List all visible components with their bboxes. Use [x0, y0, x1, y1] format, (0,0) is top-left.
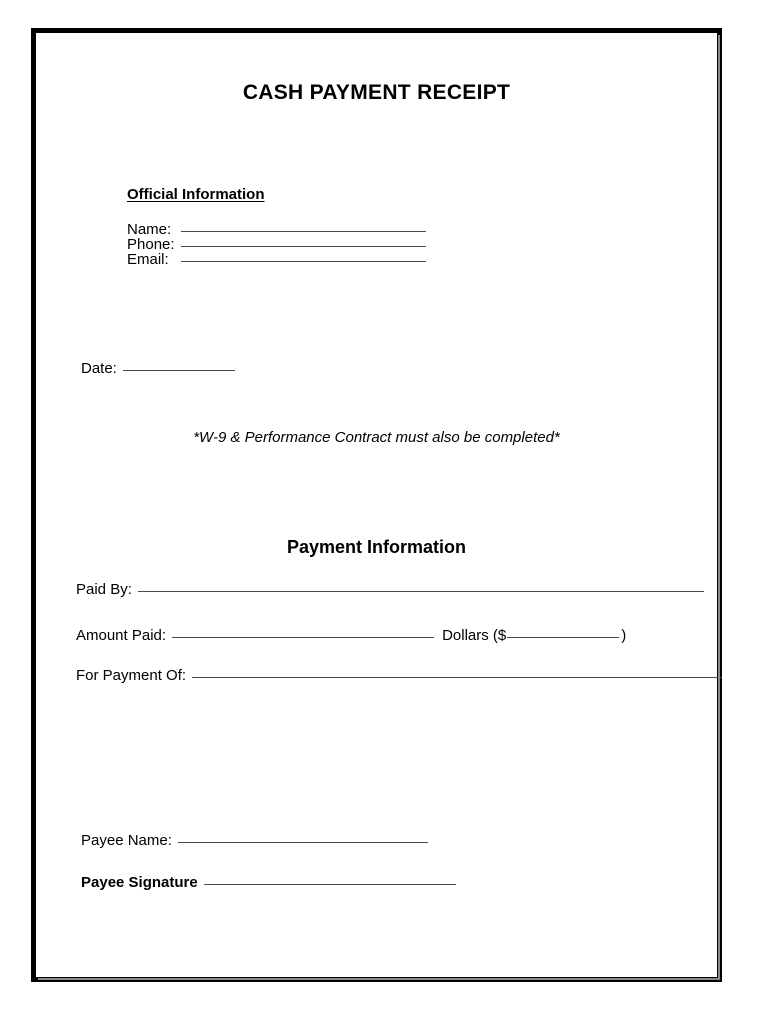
field-row-email: [127, 251, 547, 266]
official-information-heading: Official Information: [127, 186, 265, 203]
email-label: Email:: [127, 251, 169, 268]
requirements-note: *W-9 & Performance Contract must also be completed*: [193, 429, 560, 446]
payment-information-heading: Payment Information: [286, 537, 467, 557]
dollars-open-label: Dollars ($: [442, 627, 507, 644]
payee-name-label: Payee Name:: [81, 832, 172, 849]
paid-by-input-line[interactable]: [138, 591, 704, 592]
field-row-amount-paid: [76, 627, 626, 644]
page-title: CASH PAYMENT RECEIPT: [242, 81, 511, 104]
payee-name-input-line[interactable]: [178, 842, 428, 843]
field-row-payee-name: [81, 832, 428, 849]
official-information-fields: [127, 221, 547, 266]
field-row-payee-signature: [81, 874, 456, 891]
amount-paid-numeric-input-line[interactable]: [507, 637, 619, 638]
name-input-line[interactable]: [181, 231, 426, 232]
for-payment-of-label: For Payment Of:: [76, 667, 187, 684]
dollars-close-paren: ): [621, 627, 627, 644]
receipt-page: [31, 28, 722, 982]
field-row-name: [127, 221, 547, 236]
for-payment-of-input-line[interactable]: [192, 677, 722, 678]
page-content-area: [36, 33, 717, 977]
email-input-line[interactable]: [181, 261, 426, 262]
phone-label: Phone:: [127, 236, 175, 253]
field-row-phone: [127, 236, 547, 251]
field-row-date: [81, 360, 235, 377]
amount-paid-words-input-line[interactable]: [172, 637, 434, 638]
payee-signature-label: Payee Signature: [81, 874, 198, 891]
payee-signature-input-line[interactable]: [204, 884, 456, 885]
paid-by-label: Paid By:: [76, 581, 132, 598]
field-row-for-payment-of: [76, 667, 722, 684]
field-row-paid-by: [76, 581, 704, 598]
phone-input-line[interactable]: [181, 246, 426, 247]
date-input-line[interactable]: [123, 370, 235, 371]
name-label: Name:: [127, 221, 172, 238]
date-label: Date:: [81, 360, 117, 377]
amount-paid-label: Amount Paid:: [76, 627, 167, 644]
